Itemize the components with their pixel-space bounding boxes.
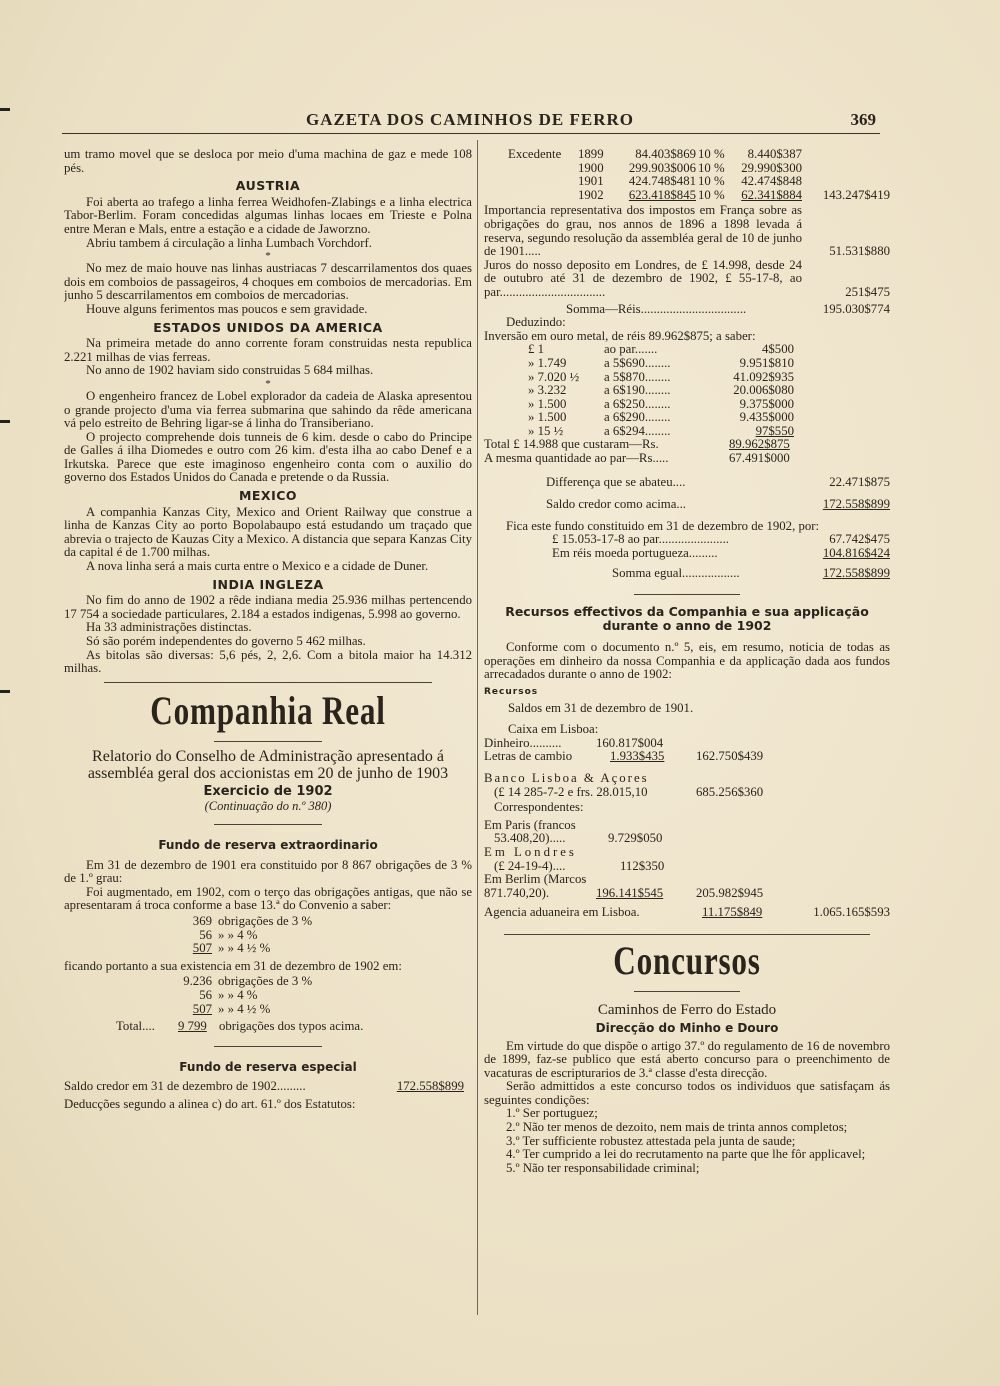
inversao-value: 20.006$080 — [733, 383, 794, 398]
obligation-row — [64, 1003, 472, 1017]
excedente-row — [484, 189, 890, 203]
excedente-year: 1899 — [578, 148, 604, 161]
section-heading-usa: ESTADOS UNIDOS DA AMERICA — [153, 319, 383, 335]
agencia-row — [484, 906, 890, 920]
inversao-value: 9.375$000 — [739, 396, 794, 411]
agencia-value: 11.175$849 — [702, 905, 763, 920]
inversao-qty: » 15 ½ — [528, 423, 564, 438]
excedente-value: 424.748$481 — [628, 174, 696, 189]
juros-value: 251$475 — [845, 284, 890, 299]
londres-label: Em Londres — [484, 844, 577, 859]
caixa-label: Caixa em Lisboa: — [508, 722, 599, 737]
letras-row — [484, 750, 890, 764]
total-text: obrigações dos typos acima. — [219, 1019, 364, 1034]
condition-item: 3.º Ter sufficiente robustez attestada pela junta de saude; — [506, 1133, 796, 1148]
excedente-result: 62.341$884 — [741, 187, 802, 202]
excedente-row — [484, 175, 890, 189]
right-column — [484, 148, 890, 1318]
paragraph: Foi aberta ao trafego a linha ferrea Weidhofen-Zlabings e a linha electrica Tabor-Berlim. Foram concedidas algumas linhas locaes em Trieste e Polna entre Meran e Mals, entre a estação e a cidade de Jaworzno. — [64, 194, 472, 236]
ornament-rule — [504, 934, 870, 935]
condition-item: 1.º Ser portuguez; — [506, 1106, 598, 1121]
inversao-value: 9.435$000 — [739, 410, 794, 425]
inversao-row — [484, 425, 890, 439]
mesma-row — [484, 452, 890, 466]
excedente-label: Excedente — [508, 148, 562, 161]
excedente-result: 8.440$387 — [747, 148, 802, 161]
paris-row — [484, 819, 890, 833]
excedente-value: 84.403$869 — [635, 148, 696, 161]
mesma-value: 67.491$000 — [729, 451, 790, 466]
excedente-year: 1901 — [578, 174, 604, 189]
obligation-count: 507 — [192, 1001, 212, 1016]
excedente-year: 1900 — [578, 160, 604, 175]
paragraph: ficando portanto a sua existencia em 31 de dezembro de 1902 em: — [64, 958, 402, 973]
saldo-value: 172.558$899 — [396, 1079, 464, 1094]
paragraph: O engenheiro francez de Lobel explorador da cadeia de Alaska apresentou o grande projecto d'uma via ferrea submarina que sahindo da rêde americana vá pelo estreito de Behring ligar-se á linha do Transiberiano. — [64, 388, 472, 431]
saldo-row — [64, 1080, 472, 1094]
berlim-values-row — [484, 887, 890, 901]
heading-fundo-extraordinario: Fundo de reserva extraordinario — [158, 837, 378, 852]
deduzindo-row — [484, 316, 890, 330]
paragraph: Ha 33 administrações distinctas. — [86, 620, 252, 635]
londres-row — [484, 846, 890, 860]
somma-egual-row — [484, 567, 890, 581]
somma-egual-label: Somma egual.................. — [612, 565, 740, 580]
obligation-type: » » 4 ½ % — [218, 941, 271, 956]
paragraph: Em 31 de dezembro de 1901 era constituido por 8 867 obrigações de 3 % de 1.º grau: — [64, 857, 472, 886]
paragraph: Foi augmentado, em 1902, com o terço das obrigações antigas, que não se apresentaram á troca conforme a base 13.ª do Convenio a saber: — [64, 884, 472, 913]
total-row — [64, 1020, 472, 1034]
excedente-percent: 10 % — [698, 160, 725, 175]
ornament-rule — [634, 594, 740, 595]
fica-row — [484, 533, 890, 547]
margin-mark — [0, 690, 10, 693]
banco2-label: (£ 14 285-7-2 e frs. 28.015,10 — [494, 784, 648, 799]
paragraph: A companhia Kanzas City, Mexico and Orient Railway que construe a linha de Kanzas City ao porto Bopolabaupo está estudando um traçado que abrevia o trajecto de Kauzas City a Mexico. A distancia que separa Kanzas City da capital é de 1.700 milhas. — [64, 504, 472, 560]
obligation-row — [64, 915, 472, 929]
paragraph: Abriu tambem á circulação a linha Lumbach Vorchdorf. — [86, 235, 372, 250]
paris2-label: 53.408,20)..... — [494, 831, 566, 846]
caixa-total: 162.750$439 — [696, 749, 764, 764]
obligation-type: obrigações de 3 % — [218, 974, 313, 989]
obligation-count: 369 — [192, 913, 212, 928]
deduzindo-label: Deduzindo: — [506, 315, 566, 330]
inversao-qty: » 1.500 — [528, 396, 567, 411]
excedente-percent: 10 % — [698, 148, 725, 161]
obligation-type: obrigações de 3 % — [218, 913, 313, 928]
saldo-credor-label: Saldo credor como acima... — [546, 497, 687, 512]
excedente-percent: 10 % — [698, 174, 725, 189]
inversao-rate: a 6$190........ — [604, 383, 671, 398]
inversao-rate: a 5$690........ — [604, 355, 671, 370]
saldos-row — [484, 702, 890, 716]
obligation-row — [64, 975, 472, 989]
obligation-count: 507 — [192, 941, 212, 956]
inversao-rate: a 6$290........ — [604, 410, 671, 425]
page-number: 369 — [850, 110, 876, 129]
inversao-qty: £ 1 — [528, 342, 544, 357]
londres2-row — [484, 860, 890, 874]
paragraph: Deducções segundo a alinea c) do art. 61.º dos Estatutos: — [64, 1096, 356, 1111]
paris-value: 9.729$050 — [608, 831, 663, 846]
star-separator: * — [265, 377, 271, 390]
inversao-rate: a 6$250........ — [604, 396, 671, 411]
paragraph: Só são porém independentes do governo 5 462 milhas. — [86, 634, 366, 648]
total-row — [484, 438, 890, 452]
inversao-row — [484, 371, 890, 385]
excedente-value: 623.418$845 — [628, 187, 696, 202]
inversao-row — [484, 398, 890, 412]
inversao-qty: » 7.020 ½ — [528, 369, 580, 384]
agencia-label: Agencia aduaneira em Lisboa. — [484, 905, 640, 920]
somma-label: Somma—Réis................................. — [566, 301, 747, 316]
corresp-total: 205.982$945 — [696, 885, 764, 900]
ornament-rule — [634, 991, 740, 992]
grand-total: 1.065.165$593 — [813, 905, 890, 920]
obligation-row — [64, 929, 472, 943]
inversao-row — [484, 330, 890, 344]
inversao-value: 97$550 — [755, 423, 794, 438]
inversao-value: 9.951$810 — [739, 355, 794, 370]
paragraph — [484, 204, 890, 258]
heading-recursos: Recursos effectivos da Companhia e sua applicação durante o anno de 1902 — [505, 604, 869, 634]
paragraph: As bitolas são diversas: 5,6 pés, 2, 2,6. Com a bitola maior ha 14.312 milhas. — [64, 647, 472, 676]
obligation-row — [64, 989, 472, 1003]
total-label: Total.... — [116, 1019, 155, 1034]
star-separator: * — [265, 250, 271, 263]
corresp-row — [484, 801, 890, 815]
paragraph: Conforme com o documento n.º 5, eis, em resumo, noticia de todas as operações em dinheiro da nossa Companhia e da applicação dada aos fundos arrecadados durante o anno de 1902: — [484, 640, 890, 682]
importancia-text: Importancia representativa dos impostos em França sobre as obrigações do grau, nos annos de 1896 a 1898 levada á reserva, segundo resolução da assembléa geral de 10 de junho de 1901..... — [484, 203, 802, 259]
recursos-label: Recursos — [484, 687, 539, 697]
left-column — [64, 148, 472, 1318]
dinheiro-row — [484, 737, 890, 751]
somma-value: 195.030$774 — [822, 301, 890, 316]
page-header — [60, 110, 880, 132]
inversao-row — [484, 357, 890, 371]
report-title: Relatorio do Conselho de Administração apresentado á assembléa geral dos accionistas em 20 de junho de 1903 — [87, 747, 449, 782]
inversao-qty: » 1.500 — [528, 410, 567, 425]
inversao-row — [484, 411, 890, 425]
paragraph: No fim do anno de 1902 a rêde indiana media 25.936 milhas pertencendo 17 754 a sociedade particulares, 2.184 a estados indigenas, 5.998 ao governo. — [64, 593, 472, 621]
excedente-percent: 10 % — [698, 187, 725, 202]
column-divider — [477, 140, 478, 1315]
corresp-label: Correspondentes: — [494, 800, 584, 815]
paragraph: Na primeira metade do anno corrente foram construidas nesta republica 2.221 milhas de vias ferreas. — [64, 336, 472, 364]
letras-value: 1.933$435 — [610, 749, 665, 764]
total-line-label: Total £ 14.988 que custaram—Rs. — [484, 437, 659, 452]
paragraph: Houve alguns ferimentos mas poucos e sem gravidade. — [86, 301, 368, 316]
journal-title: GAZETA DOS CAMINHOS DE FERRO — [305, 110, 635, 129]
inversao-value: 41.092$935 — [733, 369, 794, 384]
condition-item: 2.º Não ter menos de dezoito, nem mais de trinta annos completos; — [506, 1120, 848, 1135]
inversao-value: 4$500 — [762, 342, 794, 357]
londres2-label: (£ 24-19-4).... — [494, 858, 566, 873]
inversao-qty: » 1.749 — [528, 355, 567, 370]
excedente-table — [484, 148, 890, 202]
total-line-value: 89.962$875 — [729, 437, 790, 452]
berlim-value: 196.141$545 — [596, 885, 664, 900]
ornament-rule — [214, 824, 322, 825]
excedente-value: 299.903$006 — [628, 160, 696, 175]
berlim-label: Em Berlim (Marcos 871.740,20). — [484, 872, 587, 900]
obligation-row — [64, 942, 472, 956]
fica-table — [484, 533, 890, 560]
companhia-real-title: Companhia Real — [150, 687, 386, 733]
continuation-note: (Continuação do n.º 380) — [204, 799, 332, 814]
inversao-rate: a 6$294........ — [604, 423, 671, 438]
section-heading-austria: AUSTRIA — [235, 178, 301, 194]
juros-text: Juros do nosso deposito em Londres, de £ 14.998, desde 24 de outubro até 31 de dezembro de 1902, £ 55-17-8, ao par................................. — [484, 257, 802, 299]
obligation-type: » » 4 % — [218, 927, 258, 942]
diferenca-label: Differença que se abateu.... — [546, 474, 686, 489]
excedente-year: 1902 — [578, 187, 604, 202]
fica-value: 67.742$475 — [829, 532, 890, 547]
letras-label: Letras de cambio — [484, 749, 573, 764]
concursos-title: Concursos — [613, 937, 761, 983]
ornament-rule — [214, 1046, 322, 1047]
paragraph: Fica este fundo constituido em 31 de dezembro de 1902, por: — [506, 518, 820, 533]
saldo-credor-value: 172.558$899 — [822, 497, 890, 512]
inversao-row — [484, 343, 890, 357]
paris2-row — [484, 832, 890, 846]
saldos-label: Saldos em 31 de dezembro de 1901. — [508, 700, 694, 715]
margin-mark — [0, 108, 10, 111]
banco2-row — [484, 786, 890, 800]
inversao-label: Inversão em ouro metal, de réis 89.962$875; a saber: — [484, 328, 756, 343]
inversao-row — [484, 384, 890, 398]
diferenca-value: 22.471$875 — [829, 474, 890, 489]
paragraph: A nova linha será a mais curta entre o Mexico e a cidade de Duner. — [86, 559, 429, 574]
obligations-list — [64, 915, 472, 956]
header-rule — [62, 133, 880, 134]
section-heading-mexico: MEXICO — [238, 488, 298, 504]
paragraph — [484, 259, 890, 300]
saldo-credor-row — [484, 498, 890, 512]
exercise-year: Exercicio de 1902 — [203, 783, 333, 799]
margin-mark — [0, 420, 10, 423]
paragraph: O projecto comprehende dois tunneis de 6 kim. desde o cabo do Principe de Galles á ilha Diomedes e outro com 26 kim. d'esta ilha ao cabo Denef e a Irkutska. Parece que este imaginoso engenheiro conta com o auxilio do governo dos Estados Unidos do Canada e pretende o da Russia. — [64, 429, 472, 485]
excedente-result: 42.474$848 — [741, 174, 802, 189]
condition-item: 4.º Ter cumprido a lei do recrutamento na parte que lhe fôr applicavel; — [506, 1147, 866, 1162]
caminhos-estado-heading: Caminhos de Ferro do Estado — [597, 1001, 777, 1018]
direccao-heading: Direcção do Minho e Douro — [595, 1020, 779, 1035]
excedente-total: 143.247$419 — [822, 187, 890, 202]
obligation-count: 9.236 — [183, 974, 212, 989]
caixa-row — [484, 723, 890, 737]
obligations-list — [64, 975, 472, 1016]
section-heading-india: INDIA INGLEZA — [212, 576, 324, 592]
fica-label: Em réis moeda portugueza......... — [552, 546, 718, 561]
heading-fundo-especial: Fundo de reserva especial — [179, 1059, 357, 1074]
mesma-label: A mesma quantidade ao par—Rs..... — [484, 451, 669, 466]
obligation-type: » » 4 ½ % — [218, 1001, 271, 1016]
paragraph: Serão admittidos a este concurso todos os individuos que satisfaçam ás seguintes condições: — [484, 1079, 890, 1107]
ornament-rule — [104, 682, 432, 683]
inversao-table — [484, 343, 890, 438]
obligation-type: » » 4 % — [218, 987, 258, 1002]
paragraph: No mez de maio houve nas linhas austriacas 7 descarrilamentos dos quaes dois em comboios de passageiros, 4 choques em comboios de mercadorias. Em junho 5 descarrilamentos em comboios de mercadorias. — [64, 261, 472, 303]
excedente-row — [484, 148, 890, 162]
excedente-result: 29.990$300 — [741, 160, 802, 175]
inversao-rate: ao par....... — [604, 342, 658, 357]
fica-label: £ 15.053-17-8 ao par...................... — [552, 532, 730, 547]
obligation-count: 56 — [199, 927, 212, 942]
inversao-rate: a 5$870........ — [604, 369, 671, 384]
banco-label: Banco Lisboa & Açores — [484, 770, 649, 785]
paris-label: Em Paris (francos — [484, 817, 576, 832]
excedente-row — [484, 162, 890, 176]
conditions-list — [484, 1107, 890, 1175]
condition-item: 5.º Não ter responsabilidade criminal; — [506, 1160, 700, 1175]
banco-value: 685.256$360 — [696, 784, 764, 799]
inversao-qty: » 3.232 — [528, 383, 567, 398]
importancia-value: 51.531$880 — [829, 244, 890, 259]
diferenca-row — [484, 476, 890, 490]
fica-value: 104.816$424 — [822, 546, 890, 561]
dinheiro-value: 160.817$004 — [596, 735, 664, 750]
somma-row — [484, 303, 890, 317]
dinheiro-label: Dinheiro.......... — [484, 735, 562, 750]
obligation-count: 56 — [199, 987, 212, 1002]
paragraph: um tramo movel que se desloca por meio d'uma machina de gaz e mede 108 pés. — [64, 148, 472, 175]
banco-row — [484, 772, 890, 786]
ornament-rule — [214, 741, 322, 742]
total-value: 9 799 — [178, 1019, 207, 1034]
londres-value: 112$350 — [620, 858, 665, 873]
saldo-label: Saldo credor em 31 de dezembro de 1902......... — [64, 1079, 306, 1094]
paragraph: No anno de 1902 haviam sido construidas 5 684 milhas. — [86, 363, 374, 378]
paragraph: Em virtude do que dispõe o artigo 37.º do regulamento de 16 de novembro de 1899, faz-se publico que está aberto concurso para o preenchimento de vacaturas de escripturarios de 3.ª classe d'esta direcção. — [484, 1038, 890, 1080]
somma-egual-value: 172.558$899 — [822, 565, 890, 580]
fica-row — [484, 547, 890, 561]
